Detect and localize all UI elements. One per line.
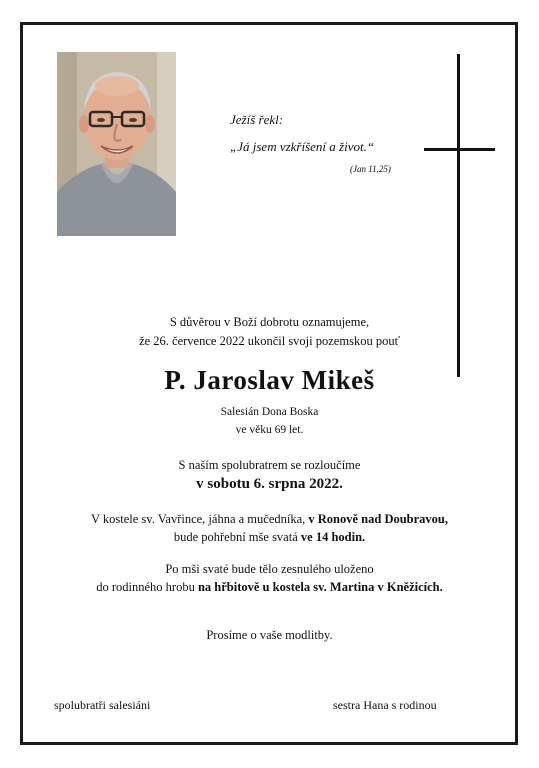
burial-line-1: Po mši svaté bude tělo zesnulého uloženo [165,562,374,576]
cross-icon-bar [424,148,495,151]
signature-left: spolubratři salesiáni [54,698,151,712]
announcement-line-2: že 26. července 2022 ukončil svoji pozemskou pouť [139,334,400,348]
quote-reference: (Jan 11,25) [350,164,391,174]
mass-line-2 [0,530,539,545]
funeral-date: v sobotu 6. srpna 2022. [196,476,343,492]
mass-time-prefix: bude pohřební mše svatá [173,530,301,544]
quote-text: „Já jsem vzkříšení a život.“ [230,139,375,154]
announcement-line-1: S důvěrou v Boží dobrotu oznamujeme, [169,315,370,329]
prayer-request: Prosíme o vaše modlitby. [206,628,333,642]
burial-place: na hřbitově u kostela sv. Martina v Kněžicích. [197,580,443,594]
farewell-line: S naším spolubratrem se rozloučíme [178,458,361,472]
mass-location-prefix: V kostele sv. Vavřince, jáhna a mučedníka, [90,512,309,526]
mass-location: v Ronově nad Doubravou, [308,512,449,526]
deceased-age: ve věku 69 let. [235,424,304,436]
burial-line-2 [0,580,539,595]
quote-intro: Ježíš řekl: [230,112,284,127]
signature-right: sestra Hana s rodinou [333,698,437,712]
portrait-photo [57,52,176,236]
mass-time: ve 14 hodin. [300,530,366,544]
deceased-name: P. Jaroslav Mikeš [164,365,375,395]
burial-prefix: do rodinného hrobu [96,580,198,594]
deceased-order: Salesián Dona Boska [220,406,319,418]
mass-line-1 [0,512,539,527]
